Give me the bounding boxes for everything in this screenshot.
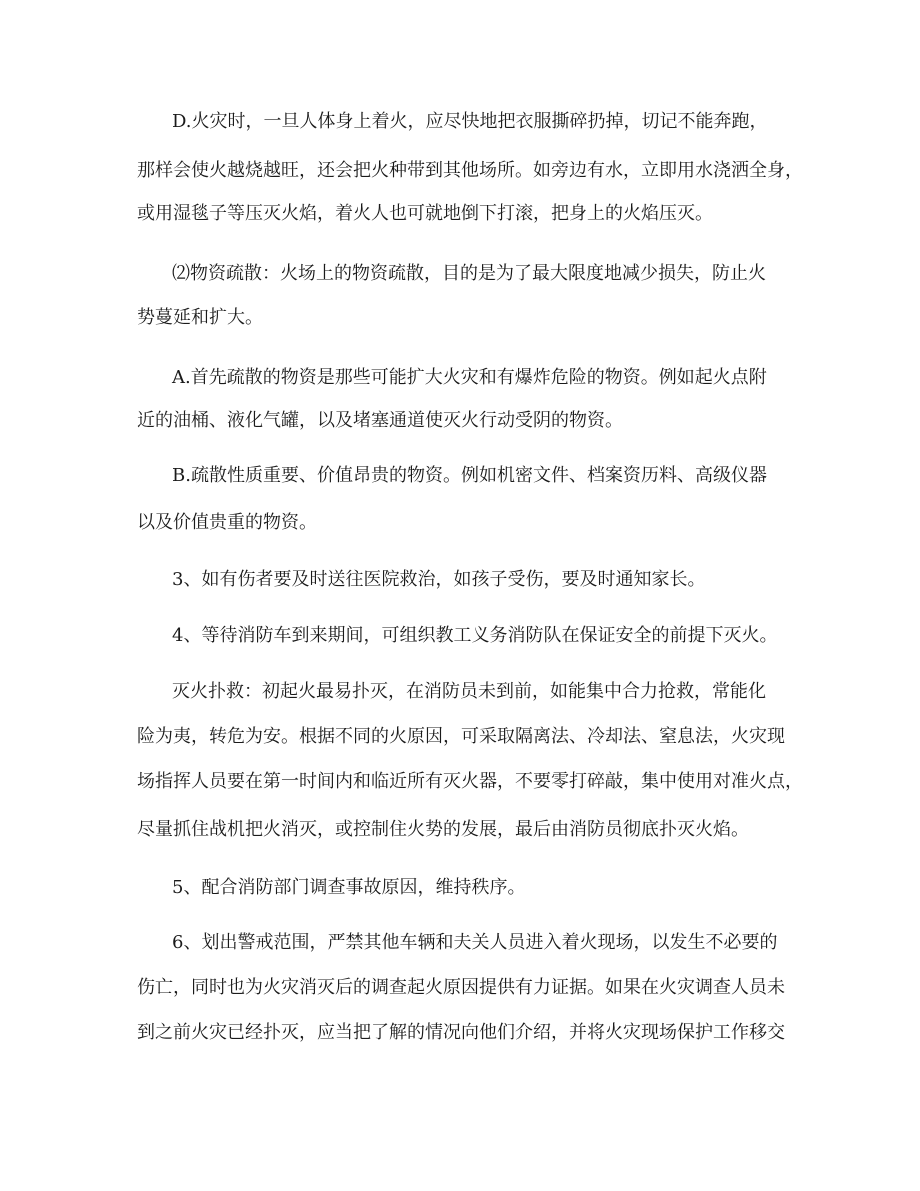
paragraph-extinguish-line-2: 险为夷，转危为安。根据不同的火原因，可采取隔离法、冷却法、窒息法，火灾现 [137,726,785,747]
paragraph-b-line-1: B.疏散性质重要、价值昂贵的物资。例如机密文件、档案资历料、高级仪器 [172,465,767,486]
paragraph-6-line-3: 到之前火灾已经扑灭，应当把了解的情况向他们介绍，并将火灾现场保护工作移交 [137,1022,785,1043]
paragraph-a-line-1: A.首先疏散的物资是那些可能扩大火灾和有爆炸危险的物资。例如起火点附 [172,367,767,388]
paragraph-2-line-1: ⑵物资疏散：火场上的物资疏散，目的是为了最大限度地减少损失，防止火 [172,263,766,284]
paragraph-extinguish-line-4: 尽量抓住战机把火消灭，或控制住火势的发展，最后由消防员彻底扑灭火焰。 [137,819,749,840]
paragraph-3-line-1: 3、如有伤者要及时送往医院救治，如孩子受伤，要及时通知家长。 [172,569,706,590]
paragraph-5-line-1: 5、配合消防部门调查事故原因，维持秩序。 [172,877,526,898]
paragraph-d-line-3: 或用湿毯子等压灭火焰，着火人也可就地倒下打滚，把身上的火焰压灭。 [137,203,713,224]
paragraph-b-line-2: 以及价值贵重的物资。 [137,512,317,533]
paragraph-6-line-2: 伤亡，同时也为火灾消灭后的调查起火原因提供有力证据。如果在火灾调查人员未 [137,977,785,998]
paragraph-extinguish-line-1: 灭火扑救：初起火最易扑灭，在消防员未到前，如能集中合力抢救，常能化 [172,681,766,702]
paragraph-4-line-1: 4、等待消防车到来期间，可组织教工义务消防队在保证安全的前提下灭火。 [172,625,778,646]
paragraph-d-line-1: D.火灾时，一旦人体身上着火，应尽快地把衣服撕碎扔掉，切记不能奔跑， [172,111,768,132]
paragraph-a-line-2: 近的油桶、液化气罐，以及堵塞通道使灭火行动受阴的物资。 [137,410,623,431]
paragraph-2-line-2: 势蔓延和扩大。 [137,307,263,328]
paragraph-d-line-2: 那样会使火越烧越旺，还会把火种带到其他场所。如旁边有水，立即用水浇洒全身， [137,160,803,181]
paragraph-6-line-1: 6、划出警戒范围，严禁其他车辆和夫关人员进入着火现场，以发生不必要的 [172,932,778,953]
paragraph-extinguish-line-3: 场指挥人员要在第一时间内和临近所有灭火器，不要零打碎敲，集中使用对准火点， [137,771,803,792]
